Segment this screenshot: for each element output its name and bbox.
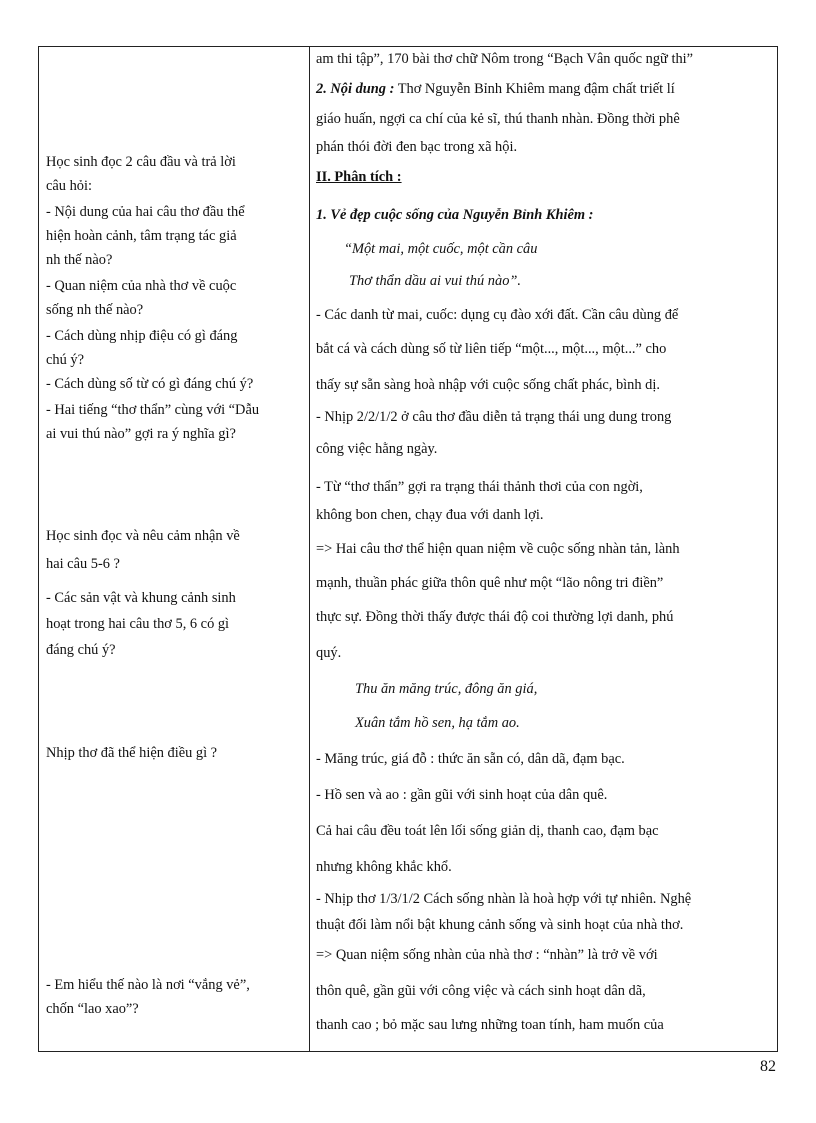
left-line: - Nội dung của hai câu thơ đầu thể <box>46 204 245 220</box>
left-line: hiện hoàn cảnh, tâm trạng tác giả <box>46 228 237 244</box>
right-line: nhưng không khắc khổ. <box>316 859 452 875</box>
left-line: - Hai tiếng “thơ thẩn” cùng với “Dẫu <box>46 402 260 418</box>
column-divider <box>309 47 310 1051</box>
right-line: mạnh, thuần phác giữa thôn quê như một “lão nông tri điền” <box>316 575 664 591</box>
right-line: - Từ “thơ thẩn” gợi ra trạng thái thảnh thơi của con ngời, <box>316 479 643 495</box>
right-line: quý. <box>316 645 342 661</box>
poem-line: Thu ăn măng trúc, đông ăn giá, <box>355 681 538 697</box>
left-line: - Cách dùng nhịp điệu có gì đáng <box>46 328 238 344</box>
left-line: Học sinh đọc và nêu cảm nhận về <box>46 528 240 544</box>
right-line: thôn quê, gần gũi với công việc và cách sinh hoạt dân dã, <box>316 983 646 999</box>
left-line: Nhịp thơ đã thể hiện điều gì ? <box>46 745 218 761</box>
section-heading: 1. Vẻ đẹp cuộc sống của Nguyễn Bỉnh Khiêm : <box>316 207 594 223</box>
left-line: chốn “lao xao”? <box>46 1001 139 1017</box>
right-line: - Các danh từ mai, cuốc: dụng cụ đào xới đất. Cần câu dùng để <box>316 307 679 323</box>
section-heading: 2. Nội dung : <box>316 81 395 97</box>
left-line: Học sinh đọc 2 câu đầu và trả lời <box>46 154 236 170</box>
right-line: - Nhịp thơ 1/3/1/2 Cách sống nhàn là hoà hợp với tự nhiên. Nghệ <box>316 891 692 907</box>
right-line <box>316 77 774 101</box>
right-line: thanh cao ; bỏ mặc sau lưng những toan tính, ham muốn của <box>316 1017 664 1033</box>
right-line: thực sự. Đồng thời thấy được thái độ coi thường lợi danh, phú <box>316 609 674 625</box>
section-text: Thơ Nguyễn Bỉnh Khiêm mang đậm chất triết lí <box>394 81 675 97</box>
right-line: không bon chen, chạy đua với danh lợi. <box>316 507 544 523</box>
right-line: thuật đối làm nổi bật khung cảnh sống và sinh hoạt của nhà thơ. <box>316 917 684 933</box>
poem-line: “Một mai, một cuốc, một cần câu <box>344 241 538 257</box>
right-line: giáo huấn, ngợi ca chí của kẻ sĩ, thú thanh nhàn. Đồng thời phê <box>316 111 680 127</box>
section-heading: II. Phân tích : <box>316 169 402 185</box>
right-line: => Quan niệm sống nhàn của nhà thơ : “nhàn” là trở về với <box>316 947 658 963</box>
left-line: hoạt trong hai câu thơ 5, 6 có gì <box>46 616 230 632</box>
left-line: - Cách dùng số từ có gì đáng chú ý? <box>46 376 254 392</box>
right-line: công việc hằng ngày. <box>316 441 438 457</box>
left-line: chú ý? <box>46 352 84 368</box>
poem-line: Thơ thẩn dầu ai vui thú nào”. <box>349 273 521 289</box>
right-line: - Măng trúc, giá đỗ : thức ăn sẵn có, dân dã, đạm bạc. <box>316 751 625 767</box>
page-number: 82 <box>760 1058 776 1075</box>
left-line: - Quan niệm của nhà thơ về cuộc <box>46 278 237 294</box>
right-line: => Hai câu thơ thể hiện quan niệm về cuộc sống nhàn tản, lành <box>316 541 680 557</box>
right-line: - Nhịp 2/2/1/2 ở câu thơ đầu diễn tả trạng thái ung dung trong <box>316 409 672 425</box>
left-line: câu hỏi: <box>46 178 92 194</box>
right-line: - Hồ sen và ao : gần gũi với sinh hoạt của dân quê. <box>316 787 608 803</box>
left-line: đáng chú ý? <box>46 642 116 658</box>
left-line: - Các sản vật và khung cảnh sinh <box>46 590 236 606</box>
left-line: - Em hiểu thế nào là nơi “vắng vẻ”, <box>46 977 250 993</box>
poem-line: Xuân tắm hồ sen, hạ tắm ao. <box>355 715 520 731</box>
left-line: sống nh thế nào? <box>46 302 144 318</box>
right-line: Cả hai câu đều toát lên lối sống giản dị, thanh cao, đạm bạc <box>316 823 659 839</box>
right-line: thấy sự sẵn sàng hoà nhập với cuộc sống chất phác, bình dị. <box>316 377 660 393</box>
left-line: nh thế nào? <box>46 252 113 268</box>
right-line: phán thói đời đen bạc trong xã hội. <box>316 139 518 155</box>
right-line: am thi tập”, 170 bài thơ chữ Nôm trong “Bạch Vân quốc ngữ thi” <box>316 51 694 67</box>
right-line: bắt cá và cách dùng số từ liên tiếp “một..., một..., một...” cho <box>316 341 667 357</box>
left-line: hai câu 5-6 ? <box>46 556 120 572</box>
content-table <box>38 46 778 1052</box>
left-line: ai vui thú nào” gợi ra ý nghĩa gì? <box>46 426 236 442</box>
